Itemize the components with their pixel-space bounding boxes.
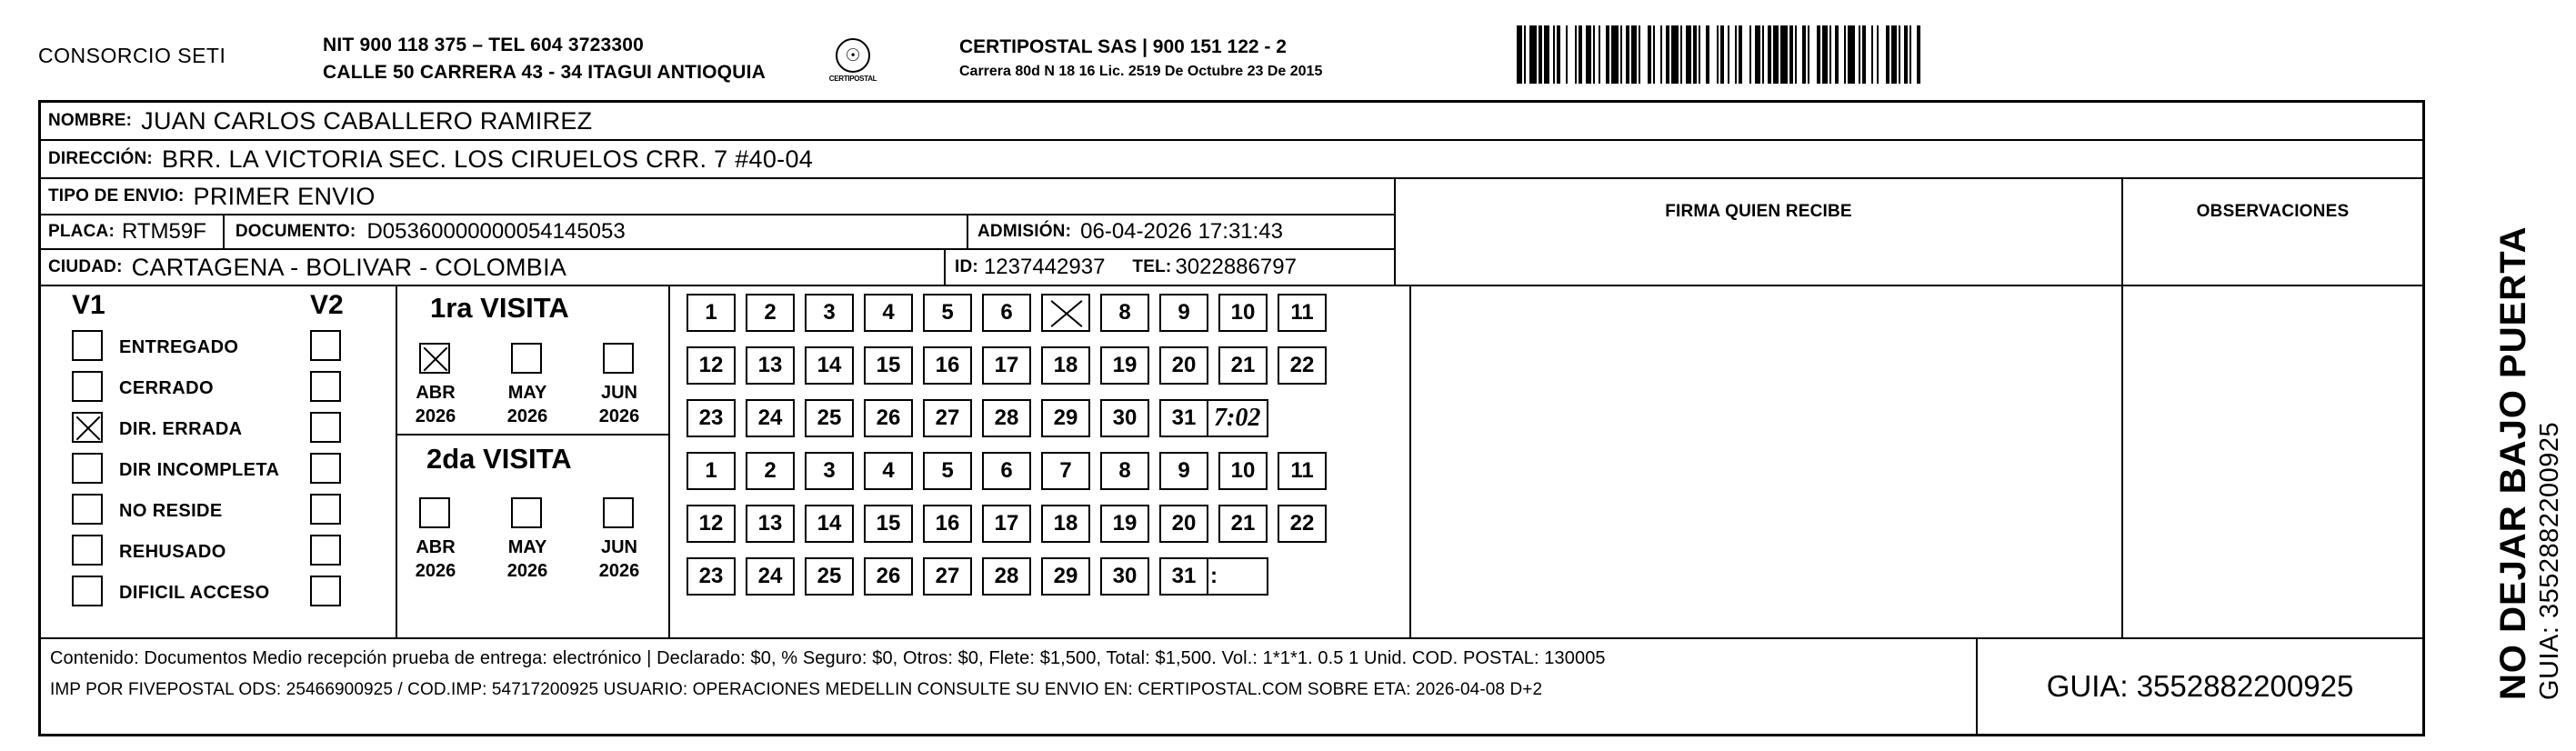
v1-checkbox-no-reside[interactable] xyxy=(72,494,103,525)
certipostal-logo xyxy=(823,38,883,83)
status-label-rehusado: REHUSADO xyxy=(119,542,226,562)
v1-checkbox-dir-errada[interactable] xyxy=(72,412,103,443)
logo-mark-icon: ☉ xyxy=(836,38,870,73)
visit-2-day-2[interactable]: 2 xyxy=(746,452,795,490)
visit-2-day-6[interactable]: 6 xyxy=(982,452,1031,490)
visit-2-day-24[interactable]: 24 xyxy=(746,557,795,596)
signature-area[interactable] xyxy=(1396,179,2123,286)
status-label-entregado: ENTREGADO xyxy=(119,337,239,357)
visit-2-time-field[interactable]: : xyxy=(1159,557,1268,596)
visit-2-day-30[interactable]: 30 xyxy=(1100,557,1149,596)
field-id-tel xyxy=(946,250,1396,286)
v1-checkbox-dificil-acceso[interactable] xyxy=(72,576,103,606)
visit-2-day-29[interactable]: 29 xyxy=(1041,557,1090,596)
visit-1-day-4[interactable]: 4 xyxy=(864,294,913,332)
side-notice-guia: GUIA: 3552882200925 xyxy=(2535,421,2564,700)
footer-meta-line: IMP POR FIVEPOSTAL ODS: 25466900925 / COD.IMP: 54717200925 USUARIO: OPERACIONES MEDELLIN CONSULTE SU ENVIO EN: CERTIPOSTAL.COM SOBRE ETA: 2026-04-08 D+2 xyxy=(50,680,1543,699)
visit-1-day-6[interactable]: 6 xyxy=(982,294,1031,332)
visit-2-day-27[interactable]: 27 xyxy=(923,557,972,596)
visit-2-day-10[interactable]: 10 xyxy=(1218,452,1268,490)
placa-value: RTM59F xyxy=(121,219,206,244)
documento-label: DOCUMENTO: xyxy=(223,215,356,248)
visit-1-day-7[interactable] xyxy=(1041,294,1090,332)
v1-header: V1 xyxy=(72,290,105,320)
visit-1-month-abr-checkbox[interactable] xyxy=(419,343,450,374)
visit-2-year-jun: 2026 xyxy=(598,561,640,581)
visit-1-month-abr-label: ABR xyxy=(416,383,456,403)
visit-1-day-12[interactable]: 12 xyxy=(687,346,736,385)
status-label-dificil-acceso: DIFICIL ACCESO xyxy=(119,583,270,603)
signature-blank-area[interactable] xyxy=(1411,286,2123,637)
visit-1-year-may: 2026 xyxy=(506,406,548,426)
observations-blank-area[interactable] xyxy=(2123,286,2422,637)
visit-2-day-31[interactable]: 31 xyxy=(1159,557,1208,596)
visit-1-day-27[interactable]: 27 xyxy=(923,399,972,437)
visit-2-day-25[interactable]: 25 xyxy=(805,557,854,596)
visit-2-day-4[interactable]: 4 xyxy=(864,452,913,490)
visit-2-day-7[interactable]: 7 xyxy=(1041,452,1090,490)
visit-1-title: 1ra VISITA xyxy=(430,292,569,324)
v2-checkbox-entregado[interactable] xyxy=(310,330,341,361)
v2-checkbox-dir-errada[interactable] xyxy=(310,412,341,443)
visit-1-day-31[interactable]: 31 xyxy=(1159,399,1208,437)
visit-2-month-abr-checkbox[interactable] xyxy=(419,497,450,528)
visit-column xyxy=(397,286,670,637)
visit-1-day-5[interactable]: 5 xyxy=(923,294,972,332)
visit-2-month-jun-label: JUN xyxy=(600,537,637,557)
tel-label: TEL: xyxy=(1132,257,1172,276)
visit-2-title: 2da VISITA xyxy=(426,443,572,475)
visit-1-day-16[interactable]: 16 xyxy=(923,346,972,385)
delivery-attempt-zone xyxy=(41,286,2422,639)
v1-checkbox-rehusado[interactable] xyxy=(72,535,103,566)
tipo-envio-value: PRIMER ENVIO xyxy=(193,182,376,210)
visit-1-day-29[interactable]: 29 xyxy=(1041,399,1090,437)
visit-2-day-19[interactable]: 19 xyxy=(1100,505,1149,543)
company-nit: NIT 900 118 375 – TEL 604 3723300 xyxy=(323,35,644,55)
visit-1-day-1[interactable]: 1 xyxy=(687,294,736,332)
visit-2-day-1[interactable]: 1 xyxy=(687,452,736,490)
status-label-dir-incompleta: DIR INCOMPLETA xyxy=(119,460,280,480)
side-notice-main: NO DEJAR BAJO PUERTA xyxy=(2493,225,2533,700)
visit-2-day-12[interactable]: 12 xyxy=(687,505,736,543)
footer-zone xyxy=(41,639,2422,734)
ciudad-label: CIUDAD: xyxy=(48,257,123,276)
barcode-icon xyxy=(1517,25,2244,84)
visit-1-day-17[interactable]: 17 xyxy=(982,346,1031,385)
visit-2-day-14[interactable]: 14 xyxy=(805,505,854,543)
footer-text-block xyxy=(41,639,1978,734)
visit-2-day-15[interactable]: 15 xyxy=(864,505,913,543)
visit-1-day-14[interactable]: 14 xyxy=(805,346,854,385)
tipo-envio-label: TIPO DE ENVIO: xyxy=(48,186,185,205)
visit-2-day-9[interactable]: 9 xyxy=(1159,452,1208,490)
field-direccion xyxy=(41,141,2422,179)
v2-checkbox-dir-incompleta[interactable] xyxy=(310,453,341,484)
field-ciudad xyxy=(41,250,946,286)
nombre-label: NOMBRE: xyxy=(48,111,133,130)
visit-1-day-23[interactable]: 23 xyxy=(687,399,736,437)
v1-checkbox-dir-incompleta[interactable] xyxy=(72,453,103,484)
v2-checkbox-rehusado[interactable] xyxy=(310,535,341,566)
visit-1-year-jun: 2026 xyxy=(598,406,640,426)
v2-checkbox-no-reside[interactable] xyxy=(310,494,341,525)
visit-1-day-11[interactable]: 11 xyxy=(1278,294,1327,332)
visit-1-day-21[interactable]: 21 xyxy=(1218,346,1268,385)
field-placa-documento xyxy=(41,215,968,250)
visit-2-month-may-label: MAY xyxy=(507,537,547,557)
visit-1-day-28[interactable]: 28 xyxy=(982,399,1031,437)
admision-value: 06-04-2026 17:31:43 xyxy=(1080,219,1283,244)
visit-2-day-21[interactable]: 21 xyxy=(1218,505,1268,543)
ciudad-value: CARTAGENA - BOLIVAR - COLOMBIA xyxy=(131,253,567,281)
visit-2-month-abr-label: ABR xyxy=(416,537,456,557)
visit-1-day-18[interactable]: 18 xyxy=(1041,346,1090,385)
visit-2-day-3[interactable]: 3 xyxy=(805,452,854,490)
visit-1-day-20[interactable]: 20 xyxy=(1159,346,1208,385)
visit-2-day-22[interactable]: 22 xyxy=(1278,505,1327,543)
nombre-value: JUAN CARLOS CABALLERO RAMIREZ xyxy=(141,106,593,135)
visit-1-day-8[interactable]: 8 xyxy=(1100,294,1149,332)
placa-label: PLACA: xyxy=(48,222,115,241)
visit-2-year-abr: 2026 xyxy=(415,561,456,581)
visit-2-day-8[interactable]: 8 xyxy=(1100,452,1149,490)
document-header xyxy=(0,0,2576,98)
visit-1-month-may-checkbox[interactable] xyxy=(511,343,542,374)
visit-2-day-17[interactable]: 17 xyxy=(982,505,1031,543)
direccion-value: BRR. LA VICTORIA SEC. LOS CIRUELOS CRR. 7 #40-04 xyxy=(161,145,814,173)
visit-1-time-value: 7:02 xyxy=(1214,404,1261,432)
visit-1-day-25[interactable]: 25 xyxy=(805,399,854,437)
visit-2-year-may: 2026 xyxy=(506,561,548,581)
observations-header: OBSERVACIONES xyxy=(2196,202,2350,221)
visit-2-month-may-checkbox[interactable] xyxy=(511,497,542,528)
admision-label: ADMISIÓN: xyxy=(977,222,1072,241)
guia-number: GUIA: 3552882200925 xyxy=(2046,669,2354,703)
visit-1-day-24[interactable]: 24 xyxy=(746,399,795,437)
visit-2-day-26[interactable]: 26 xyxy=(864,557,913,596)
visit-1-day-3[interactable]: 3 xyxy=(805,294,854,332)
v2-header: V2 xyxy=(310,290,344,320)
visit-2-day-16[interactable]: 16 xyxy=(923,505,972,543)
company-name: CONSORCIO SETI xyxy=(38,44,226,67)
field-tipo-envio xyxy=(41,179,1396,215)
visit-1-day-19[interactable]: 19 xyxy=(1100,346,1149,385)
direccion-label: DIRECCIÓN: xyxy=(48,149,153,168)
visit-2-day-5[interactable]: 5 xyxy=(923,452,972,490)
footer-content-line: Contenido: Documentos Medio recepción prueba de entrega: electrónico | Declarado: $0, % Seguro: $0, Otros: $0, Flete: $1,500, Total: $1,500. Vol.: 1*1*1. 0.5 1 Unid. COD. POSTAL: 130005 xyxy=(50,648,1606,668)
field-admision xyxy=(968,215,1396,250)
v1-checkbox-entregado[interactable] xyxy=(72,330,103,361)
visit-1-day-26[interactable]: 26 xyxy=(864,399,913,437)
v2-checkbox-cerrado[interactable] xyxy=(310,371,341,402)
visit-1-day-9[interactable]: 9 xyxy=(1159,294,1208,332)
status-label-cerrado: CERRADO xyxy=(119,378,214,398)
day-grid-column xyxy=(670,286,1411,637)
logo-label: CERTIPOSTAL xyxy=(828,75,877,83)
visit-2-day-13[interactable]: 13 xyxy=(746,505,795,543)
v1-checkbox-cerrado[interactable] xyxy=(72,371,103,402)
operator-license: Carrera 80d N 18 16 Lic. 2519 De Octubre 23 De 2015 xyxy=(959,64,1323,79)
visit-2-day-20[interactable]: 20 xyxy=(1159,505,1208,543)
visit-1-day-22[interactable]: 22 xyxy=(1278,346,1327,385)
visit-1-day-2[interactable]: 2 xyxy=(746,294,795,332)
visit-2-day-23[interactable]: 23 xyxy=(687,557,736,596)
visit-1-day-10[interactable]: 10 xyxy=(1218,294,1268,332)
tel-value: 3022886797 xyxy=(1175,255,1297,279)
id-label: ID: xyxy=(955,257,978,276)
side-notice xyxy=(2437,100,2564,736)
visit-2-month-jun-checkbox[interactable] xyxy=(603,497,634,528)
status-label-dir-errada: DIR. ERRADA xyxy=(119,419,243,439)
signature-header: FIRMA QUIEN RECIBE xyxy=(1665,202,1852,221)
id-value: 1237442937 xyxy=(983,255,1106,279)
visit-1-month-jun-label: JUN xyxy=(600,383,637,403)
visit-1-month-jun-checkbox[interactable] xyxy=(603,343,634,374)
visit-2-day-11[interactable]: 11 xyxy=(1278,452,1327,490)
operator-name: CERTIPOSTAL SAS | 900 151 122 - 2 xyxy=(959,36,1287,57)
visit-1-day-13[interactable]: 13 xyxy=(746,346,795,385)
visit-1-year-abr: 2026 xyxy=(415,406,456,426)
v2-checkbox-dificil-acceso[interactable] xyxy=(310,576,341,606)
visit-2-day-18[interactable]: 18 xyxy=(1041,505,1090,543)
observations-area[interactable] xyxy=(2123,179,2422,286)
status-label-no-reside: NO RESIDE xyxy=(119,501,223,521)
label-body xyxy=(38,100,2425,736)
visit-1-month-may-label: MAY xyxy=(507,383,547,403)
documento-value: D05360000000054145053 xyxy=(366,219,626,244)
visit-1-day-15[interactable]: 15 xyxy=(864,346,913,385)
visit-2-day-28[interactable]: 28 xyxy=(982,557,1031,596)
visit-1-time-field[interactable] xyxy=(1159,399,1268,437)
visit-1-day-30[interactable]: 30 xyxy=(1100,399,1149,437)
company-address: CALLE 50 CARRERA 43 - 34 ITAGUI ANTIOQUIA xyxy=(323,62,766,83)
field-nombre xyxy=(41,103,2422,141)
visit-divider xyxy=(397,434,668,436)
status-checkbox-column xyxy=(41,286,397,637)
